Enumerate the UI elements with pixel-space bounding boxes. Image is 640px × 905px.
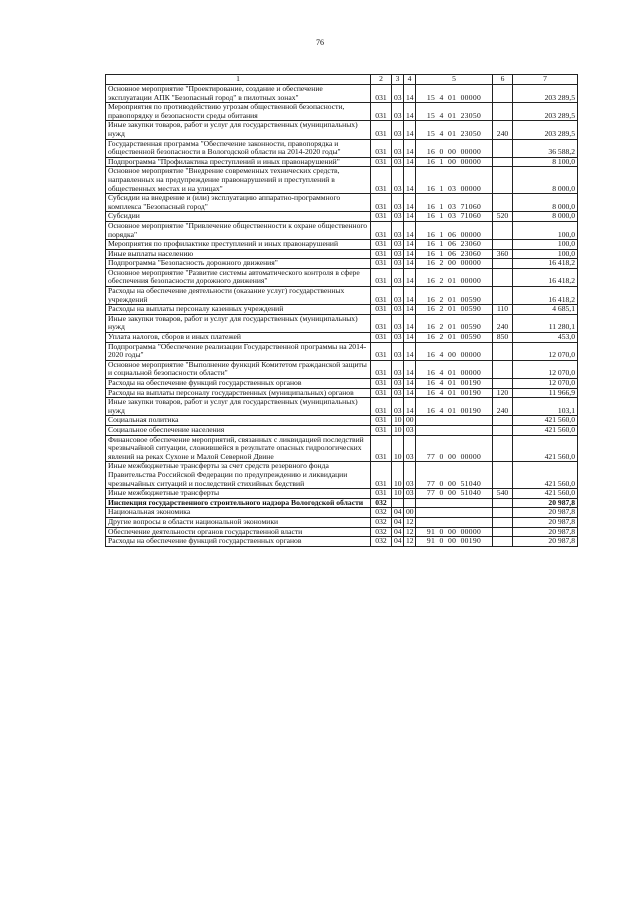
ministry-code: 031 bbox=[371, 333, 392, 343]
section-code: 03 bbox=[392, 268, 404, 286]
section-code: 03 bbox=[392, 194, 404, 212]
expense-type-code bbox=[493, 139, 513, 157]
ministry-code: 031 bbox=[371, 268, 392, 286]
target-article-code: 16 2 01 00590 bbox=[416, 287, 493, 305]
table-row bbox=[106, 314, 578, 332]
target-article-code: 16 1 03 00000 bbox=[416, 167, 493, 194]
target-article-code: 91 0 00 00190 bbox=[416, 537, 493, 547]
table-row bbox=[106, 167, 578, 194]
ministry-code: 031 bbox=[371, 259, 392, 269]
target-article-code bbox=[416, 517, 493, 527]
section-code: 10 bbox=[392, 462, 404, 489]
subsection-code: 03 bbox=[404, 425, 416, 435]
subsection-code: 14 bbox=[404, 212, 416, 222]
subsection-code: 14 bbox=[404, 333, 416, 343]
table-row bbox=[106, 360, 578, 378]
amount: 453,0 bbox=[513, 333, 578, 343]
row-name: Расходы на обеспечение функций государственных органов bbox=[106, 537, 371, 547]
expense-type-code: 120 bbox=[493, 388, 513, 398]
amount: 20 987,8 bbox=[513, 517, 578, 527]
section-code: 03 bbox=[392, 139, 404, 157]
section-code: 03 bbox=[392, 287, 404, 305]
target-article-code: 16 1 03 71060 bbox=[416, 194, 493, 212]
row-name: Иные закупки товаров, работ и услуг для государственных (муниципальных) нужд bbox=[106, 398, 371, 416]
subsection-code: 14 bbox=[404, 240, 416, 250]
row-name: Основное мероприятие "Внедрение современных технических средств, направленных на предупреждение правонарушений и преступлений в общественных местах и на улицах" bbox=[106, 167, 371, 194]
target-article-code bbox=[416, 425, 493, 435]
section-code: 03 bbox=[392, 259, 404, 269]
ministry-code: 031 bbox=[371, 305, 392, 315]
ministry-code: 031 bbox=[371, 287, 392, 305]
target-article-code: 16 1 03 71060 bbox=[416, 212, 493, 222]
amount: 4 685,1 bbox=[513, 305, 578, 315]
target-article-code bbox=[416, 508, 493, 518]
ministry-code: 031 bbox=[371, 157, 392, 167]
table-row bbox=[106, 85, 578, 103]
row-name: Обеспечение деятельности органов государственной власти bbox=[106, 527, 371, 537]
section-code: 03 bbox=[392, 360, 404, 378]
amount: 20 987,8 bbox=[513, 527, 578, 537]
expense-type-code bbox=[493, 167, 513, 194]
ministry-code: 031 bbox=[371, 425, 392, 435]
ministry-code: 032 bbox=[371, 527, 392, 537]
ministry-code: 031 bbox=[371, 121, 392, 139]
expense-type-code bbox=[493, 259, 513, 269]
subsection-code: 12 bbox=[404, 537, 416, 547]
amount: 12 070,0 bbox=[513, 379, 578, 389]
expense-type-code: 520 bbox=[493, 212, 513, 222]
subsection-code: 14 bbox=[404, 398, 416, 416]
subsection-code: 14 bbox=[404, 85, 416, 103]
expense-type-code bbox=[493, 157, 513, 167]
row-name: Иные закупки товаров, работ и услуг для государственных (муниципальных) нужд bbox=[106, 121, 371, 139]
ministry-code: 031 bbox=[371, 194, 392, 212]
row-name: Субсидии bbox=[106, 212, 371, 222]
section-code: 03 bbox=[392, 314, 404, 332]
section-code: 03 bbox=[392, 85, 404, 103]
row-name: Государственная программа "Обеспечение законности, правопорядка и общественной безопасности в Вологодской области на 2014-2020 годы" bbox=[106, 139, 371, 157]
header-cell: 5 bbox=[416, 75, 493, 85]
table-row bbox=[106, 489, 578, 499]
amount: 8 000,0 bbox=[513, 212, 578, 222]
expense-type-code: 240 bbox=[493, 314, 513, 332]
row-name: Мероприятия по профилактике преступлений и иных правонарушений bbox=[106, 240, 371, 250]
expense-type-code bbox=[493, 498, 513, 508]
section-code: 10 bbox=[392, 416, 404, 426]
target-article-code: 15 4 01 00000 bbox=[416, 85, 493, 103]
expense-type-code bbox=[493, 537, 513, 547]
target-article-code: 77 0 00 00000 bbox=[416, 435, 493, 462]
amount: 100,0 bbox=[513, 249, 578, 259]
row-name: Инспекция государственного строительного надзора Вологодской области bbox=[106, 498, 371, 508]
section-code: 03 bbox=[392, 398, 404, 416]
section-code: 10 bbox=[392, 489, 404, 499]
target-article-code bbox=[416, 416, 493, 426]
ministry-code: 032 bbox=[371, 508, 392, 518]
subsection-code: 12 bbox=[404, 517, 416, 527]
target-article-code: 16 2 00 00000 bbox=[416, 259, 493, 269]
row-name: Подпрограмма "Обеспечение реализации Государственной программы на 2014-2020 годы" bbox=[106, 342, 371, 360]
amount: 16 418,2 bbox=[513, 287, 578, 305]
row-name: Социальная политика bbox=[106, 416, 371, 426]
target-article-code: 16 4 01 00190 bbox=[416, 379, 493, 389]
table-row bbox=[106, 508, 578, 518]
ministry-code: 031 bbox=[371, 167, 392, 194]
subsection-code: 03 bbox=[404, 435, 416, 462]
section-code: 03 bbox=[392, 342, 404, 360]
amount: 16 418,2 bbox=[513, 268, 578, 286]
expense-type-code: 850 bbox=[493, 333, 513, 343]
table-row bbox=[106, 517, 578, 527]
row-name: Мероприятия по противодействию угрозам общественной безопасности, правопорядку и безопасности среды обитания bbox=[106, 103, 371, 121]
table-row bbox=[106, 103, 578, 121]
table-row bbox=[106, 537, 578, 547]
target-article-code: 16 2 01 00000 bbox=[416, 268, 493, 286]
ministry-code: 032 bbox=[371, 537, 392, 547]
ministry-code: 031 bbox=[371, 342, 392, 360]
expense-type-code bbox=[493, 416, 513, 426]
expense-type-code bbox=[493, 268, 513, 286]
subsection-code: 14 bbox=[404, 194, 416, 212]
subsection-code: 00 bbox=[404, 508, 416, 518]
target-article-code: 16 0 00 00000 bbox=[416, 139, 493, 157]
subsection-code: 14 bbox=[404, 221, 416, 239]
row-name: Иные межбюджетные трансферты bbox=[106, 489, 371, 499]
header-cell: 7 bbox=[513, 75, 578, 85]
expense-type-code bbox=[493, 425, 513, 435]
table-row bbox=[106, 333, 578, 343]
ministry-code: 031 bbox=[371, 314, 392, 332]
amount: 12 070,0 bbox=[513, 342, 578, 360]
table-row bbox=[106, 139, 578, 157]
row-name: Расходы на обеспечение функций государственных органов bbox=[106, 379, 371, 389]
subsection-code: 03 bbox=[404, 489, 416, 499]
table-row bbox=[106, 240, 578, 250]
row-name: Основное мероприятие "Проектирование, создание и обеспечение эксплуатации АПК "Безопасный город" в пилотных зонах" bbox=[106, 85, 371, 103]
ministry-code: 031 bbox=[371, 221, 392, 239]
section-code: 03 bbox=[392, 379, 404, 389]
amount: 20 987,8 bbox=[513, 537, 578, 547]
table-row bbox=[106, 259, 578, 269]
row-name: Подпрограмма "Безопасность дорожного движения" bbox=[106, 259, 371, 269]
table-row bbox=[106, 398, 578, 416]
table-row bbox=[106, 194, 578, 212]
row-name: Финансовое обеспечение мероприятий, связанных с ликвидацией последствий чрезвычайной ситуации, сложившейся в результате опасных гидрологических явлений на реках Сухоне и Малой Северной Двине bbox=[106, 435, 371, 462]
subsection-code: 14 bbox=[404, 305, 416, 315]
target-article-code: 15 4 01 23050 bbox=[416, 121, 493, 139]
amount: 203 289,5 bbox=[513, 85, 578, 103]
row-name: Расходы на обеспечение деятельности (оказание услуг) государственных учреждений bbox=[106, 287, 371, 305]
expense-type-code bbox=[493, 462, 513, 489]
target-article-code: 16 2 01 00590 bbox=[416, 305, 493, 315]
expense-type-code bbox=[493, 85, 513, 103]
section-code: 10 bbox=[392, 435, 404, 462]
amount: 203 289,5 bbox=[513, 103, 578, 121]
subsection-code: 14 bbox=[404, 259, 416, 269]
expense-type-code bbox=[493, 527, 513, 537]
ministry-code: 031 bbox=[371, 416, 392, 426]
section-code: 03 bbox=[392, 167, 404, 194]
target-article-code: 16 1 00 00000 bbox=[416, 157, 493, 167]
expense-type-code: 240 bbox=[493, 398, 513, 416]
expense-type-code bbox=[493, 287, 513, 305]
target-article-code: 16 2 01 00590 bbox=[416, 333, 493, 343]
section-code: 03 bbox=[392, 221, 404, 239]
ministry-code: 031 bbox=[371, 240, 392, 250]
subsection-code: 14 bbox=[404, 342, 416, 360]
subsection-code: 14 bbox=[404, 268, 416, 286]
header-cell: 2 bbox=[371, 75, 392, 85]
expense-type-code: 240 bbox=[493, 121, 513, 139]
subsection-code: 14 bbox=[404, 379, 416, 389]
section-code: 03 bbox=[392, 249, 404, 259]
ministry-code: 031 bbox=[371, 435, 392, 462]
expense-type-code bbox=[493, 103, 513, 121]
target-article-code bbox=[416, 498, 493, 508]
subsection-code: 03 bbox=[404, 462, 416, 489]
section-code: 03 bbox=[392, 333, 404, 343]
section-code: 10 bbox=[392, 425, 404, 435]
row-name: Иные межбюджетные трансферты за счет средств резервного фонда Правительства Российской Федерации по предупреждению и ликвидации чрезвычайных ситуаций и последствий стихийных бедствий bbox=[106, 462, 371, 489]
subsection-code: 14 bbox=[404, 360, 416, 378]
table-row bbox=[106, 379, 578, 389]
ministry-code: 031 bbox=[371, 249, 392, 259]
table-row bbox=[106, 268, 578, 286]
table-row bbox=[106, 305, 578, 315]
budget-table bbox=[105, 74, 578, 547]
row-name: Расходы на выплаты персоналу государственных (муниципальных) органов bbox=[106, 388, 371, 398]
table-row bbox=[106, 425, 578, 435]
header-cell: 4 bbox=[404, 75, 416, 85]
row-name: Уплата налогов, сборов и иных платежей bbox=[106, 333, 371, 343]
target-article-code: 16 2 01 00590 bbox=[416, 314, 493, 332]
row-name: Расходы на выплаты персоналу казенных учреждений bbox=[106, 305, 371, 315]
subsection-code: 14 bbox=[404, 388, 416, 398]
amount: 8 100,0 bbox=[513, 157, 578, 167]
target-article-code: 16 1 06 00000 bbox=[416, 221, 493, 239]
expense-type-code: 110 bbox=[493, 305, 513, 315]
table-row bbox=[106, 435, 578, 462]
subsection-code: 14 bbox=[404, 157, 416, 167]
ministry-code: 031 bbox=[371, 360, 392, 378]
subsection-code: 14 bbox=[404, 167, 416, 194]
amount: 12 070,0 bbox=[513, 360, 578, 378]
table-header-row bbox=[106, 75, 578, 85]
amount: 421 560,0 bbox=[513, 425, 578, 435]
target-article-code: 77 0 00 51040 bbox=[416, 462, 493, 489]
header-cell: 1 bbox=[106, 75, 371, 85]
ministry-code: 031 bbox=[371, 85, 392, 103]
header-cell: 6 bbox=[493, 75, 513, 85]
subsection-code: 14 bbox=[404, 249, 416, 259]
section-code: 03 bbox=[392, 157, 404, 167]
header-cell: 3 bbox=[392, 75, 404, 85]
amount: 36 588,2 bbox=[513, 139, 578, 157]
row-name: Основное мероприятие "Привлечение общественности к охране общественного порядка" bbox=[106, 221, 371, 239]
target-article-code: 91 0 00 00000 bbox=[416, 527, 493, 537]
ministry-code: 031 bbox=[371, 462, 392, 489]
row-name: Социальное обеспечение населения bbox=[106, 425, 371, 435]
amount: 421 560,0 bbox=[513, 462, 578, 489]
amount: 100,0 bbox=[513, 240, 578, 250]
table-row bbox=[106, 462, 578, 489]
row-name: Другие вопросы в области национальной экономики bbox=[106, 517, 371, 527]
target-article-code: 16 1 06 23060 bbox=[416, 240, 493, 250]
subsection-code: 12 bbox=[404, 527, 416, 537]
ministry-code: 032 bbox=[371, 517, 392, 527]
row-name: Иные выплаты населению bbox=[106, 249, 371, 259]
amount: 11 280,1 bbox=[513, 314, 578, 332]
section-code: 04 bbox=[392, 508, 404, 518]
target-article-code: 16 4 00 00000 bbox=[416, 342, 493, 360]
table-row bbox=[106, 121, 578, 139]
section-code: 03 bbox=[392, 388, 404, 398]
ministry-code: 032 bbox=[371, 498, 392, 508]
expense-type-code bbox=[493, 342, 513, 360]
subsection-code: 14 bbox=[404, 139, 416, 157]
subsection-code: 14 bbox=[404, 287, 416, 305]
subsection-code: 14 bbox=[404, 103, 416, 121]
expense-type-code bbox=[493, 360, 513, 378]
ministry-code: 031 bbox=[371, 379, 392, 389]
amount: 11 966,9 bbox=[513, 388, 578, 398]
row-name: Иные закупки товаров, работ и услуг для государственных (муниципальных) нужд bbox=[106, 314, 371, 332]
section-code: 04 bbox=[392, 527, 404, 537]
section-code: 04 bbox=[392, 517, 404, 527]
expense-type-code bbox=[493, 221, 513, 239]
ministry-code: 031 bbox=[371, 139, 392, 157]
target-article-code: 16 4 01 00190 bbox=[416, 388, 493, 398]
table-row bbox=[106, 221, 578, 239]
target-article-code: 15 4 01 23050 bbox=[416, 103, 493, 121]
ministry-code: 031 bbox=[371, 388, 392, 398]
expense-type-code: 540 bbox=[493, 489, 513, 499]
row-name: Субсидии на внедрение и (или) эксплуатацию аппаратно-программного комплекса "Безопасный город" bbox=[106, 194, 371, 212]
table-row bbox=[106, 287, 578, 305]
expense-type-code bbox=[493, 194, 513, 212]
amount: 421 560,0 bbox=[513, 416, 578, 426]
row-name: Национальная экономика bbox=[106, 508, 371, 518]
amount: 8 000,0 bbox=[513, 194, 578, 212]
subsection-code: 14 bbox=[404, 121, 416, 139]
ministry-code: 031 bbox=[371, 398, 392, 416]
expense-type-code bbox=[493, 435, 513, 462]
expense-type-code: 360 bbox=[493, 249, 513, 259]
amount: 16 418,2 bbox=[513, 259, 578, 269]
row-name: Подпрограмма "Профилактика преступлений и иных правонарушений" bbox=[106, 157, 371, 167]
ministry-code: 031 bbox=[371, 103, 392, 121]
section-code: 03 bbox=[392, 212, 404, 222]
table-row bbox=[106, 342, 578, 360]
section-code: 03 bbox=[392, 305, 404, 315]
subsection-code: 00 bbox=[404, 416, 416, 426]
section-code: 03 bbox=[392, 103, 404, 121]
amount: 20 987,8 bbox=[513, 498, 578, 508]
ministry-code: 031 bbox=[371, 489, 392, 499]
expense-type-code bbox=[493, 240, 513, 250]
amount: 203 289,5 bbox=[513, 121, 578, 139]
expense-type-code bbox=[493, 379, 513, 389]
amount: 421 560,0 bbox=[513, 435, 578, 462]
amount: 421 560,0 bbox=[513, 489, 578, 499]
amount: 103,1 bbox=[513, 398, 578, 416]
expense-type-code bbox=[493, 517, 513, 527]
target-article-code: 16 4 01 00000 bbox=[416, 360, 493, 378]
amount: 8 000,0 bbox=[513, 167, 578, 194]
section-code: 03 bbox=[392, 121, 404, 139]
target-article-code: 16 1 06 23060 bbox=[416, 249, 493, 259]
target-article-code: 16 4 01 00190 bbox=[416, 398, 493, 416]
expense-type-code bbox=[493, 508, 513, 518]
ministry-code: 031 bbox=[371, 212, 392, 222]
amount: 20 987,8 bbox=[513, 508, 578, 518]
target-article-code: 77 0 00 51040 bbox=[416, 489, 493, 499]
amount: 100,0 bbox=[513, 221, 578, 239]
section-code: 03 bbox=[392, 240, 404, 250]
subsection-code: 14 bbox=[404, 314, 416, 332]
row-name: Основное мероприятие "Развитие системы автоматического контроля в сфере обеспечения безопасности дорожного движения" bbox=[106, 268, 371, 286]
table-row bbox=[106, 212, 578, 222]
page-number: 76 bbox=[316, 38, 324, 47]
section-code: 04 bbox=[392, 537, 404, 547]
row-name: Основное мероприятие "Выполнение функций Комитетом гражданской защиты и социальной безопасности области" bbox=[106, 360, 371, 378]
